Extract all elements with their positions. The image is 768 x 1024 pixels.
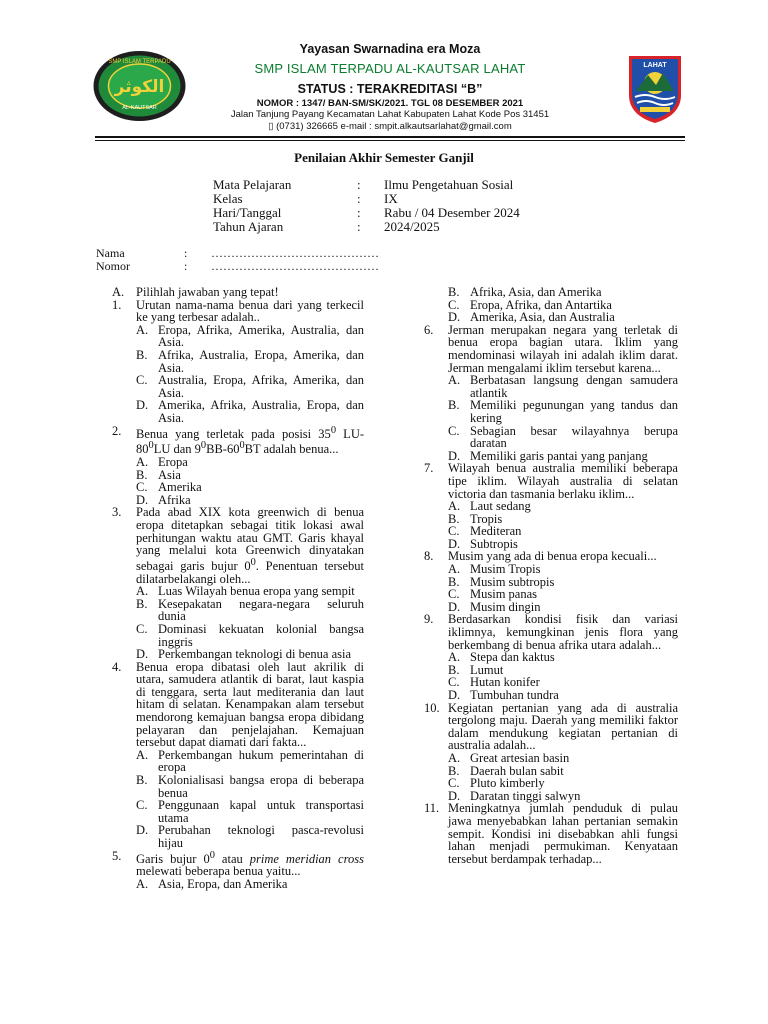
option-d xyxy=(448,689,678,702)
option-text: Musim subtropis xyxy=(470,574,555,589)
identity-label: Nomor xyxy=(96,259,130,273)
option-letter: A. xyxy=(136,584,149,599)
option-c xyxy=(136,799,364,824)
option-text: Perkembangan teknologi di benua asia xyxy=(158,647,351,662)
info-row-date xyxy=(213,206,520,220)
question-number: 8. xyxy=(424,549,434,564)
student-identity xyxy=(96,247,379,273)
option-text: Mediteran xyxy=(470,524,522,539)
option-letter: B. xyxy=(136,467,148,482)
option-a xyxy=(448,563,678,576)
option-text: Sebagian besar wilayahnya berupa daratan xyxy=(470,423,678,451)
question-text: Pada abad XIX kota greenwich di benua eropa ditetapkan sebagai titik lokasi awal perhitungan waktu atau GMT. Garis khayal yang melalui kota Greenwich dinyatakan sebagai garis bujur $0^0$. Penentuan tersebut dilatarbelakangi oleh... xyxy=(136,505,365,586)
option-letter: C. xyxy=(136,621,148,636)
questions-left-column xyxy=(112,286,364,891)
option-text: Australia, Eropa, Afrika, Amerika, dan Asia. xyxy=(158,373,364,400)
option-text: Stepa dan kaktus xyxy=(470,650,555,665)
question-number: 9. xyxy=(424,612,434,627)
question-text: Kegiatan pertanian yang ada di australia tergolong maju. Daerah yang memiliki faktor dalam mendukung kegiatan pertanian di australia adalah... xyxy=(448,700,678,753)
question-text: Urutan nama-nama benua dari yang terkecil ke yang terbesar adalah.. xyxy=(136,297,364,325)
option-b xyxy=(136,349,364,374)
school-logo xyxy=(92,50,187,122)
option-text: Tropis xyxy=(470,511,503,526)
questions-right-column xyxy=(424,286,678,865)
question-number: 10. xyxy=(424,700,440,715)
option-letter: C. xyxy=(448,587,460,602)
option-letter: D. xyxy=(448,788,461,803)
question-number: 11. xyxy=(424,801,440,816)
option-text: Penggunaan kapal untuk transportasi utama xyxy=(158,798,364,825)
svg-text:SMP ISLAM TERPADU: SMP ISLAM TERPADU xyxy=(108,59,171,65)
info-colon: : xyxy=(357,191,361,206)
question-number: 3. xyxy=(112,505,122,520)
option-text: Musim dingin xyxy=(470,599,541,614)
question-number: 6. xyxy=(424,322,434,337)
option-letter: B. xyxy=(448,662,460,677)
option-letter: A. xyxy=(448,650,461,665)
question-5-continued xyxy=(424,286,678,324)
option-a xyxy=(136,878,364,891)
option-text: Dominasi kekuatan kolonial bangsa inggris xyxy=(158,621,364,649)
accreditation-status: STATUS : TERAKREDITASI “B” xyxy=(297,82,483,96)
option-b xyxy=(136,598,364,623)
instruction xyxy=(112,286,364,299)
option-a xyxy=(136,585,364,598)
svg-text:LAHAT: LAHAT xyxy=(643,62,667,69)
option-letter: D. xyxy=(136,492,149,507)
option-text: Perubahan teknologi pasca-revolusi hijau xyxy=(158,823,364,850)
option-letter: D. xyxy=(448,599,461,614)
question-number: 5. xyxy=(112,848,122,863)
option-text: Memiliki pegunungan yang tandus dan kering xyxy=(470,398,678,425)
info-label: Mata Pelajaran xyxy=(213,177,292,192)
option-b xyxy=(448,286,678,299)
option-text: Pluto kimberly xyxy=(470,776,545,791)
question-9 xyxy=(424,613,678,701)
option-c xyxy=(448,588,678,601)
instruction-letter: A. xyxy=(112,285,125,299)
option-text: Kolonialisasi bangsa eropa di beberapa benua xyxy=(158,773,364,800)
option-text: Amerika, Afrika, Australia, Eropa, dan Asia. xyxy=(158,398,364,425)
option-letter: B. xyxy=(136,773,148,788)
option-text: Great artesian basin xyxy=(470,750,570,765)
info-colon: : xyxy=(357,219,361,234)
option-text: Musim Tropis xyxy=(470,562,541,577)
question-10 xyxy=(424,702,678,803)
question-text: Garis bujur $0^0$ atau prime meridian cross melewati beberapa benua yaitu... xyxy=(136,849,364,879)
option-text: Laut sedang xyxy=(470,499,531,514)
instruction-text: Pilihlah jawaban yang tepat! xyxy=(136,285,279,299)
info-row-subject xyxy=(213,178,520,192)
question-3 xyxy=(112,506,364,660)
option-a xyxy=(136,456,364,469)
question-1 xyxy=(112,299,364,425)
option-b xyxy=(448,399,678,424)
option-c xyxy=(136,481,364,494)
option-letter: D. xyxy=(448,536,461,551)
option-text: Hutan konifer xyxy=(470,675,540,690)
info-value: 2024/2025 xyxy=(384,219,440,234)
option-c xyxy=(448,777,678,790)
school-name: SMP ISLAM TERPADU AL-KAUTSAR LAHAT xyxy=(254,61,526,76)
option-text: Luas Wilayah benua eropa yang sempit xyxy=(158,584,355,599)
question-text: Wilayah benua australia memiliki beberapa tipe iklim. Wilayah australia di selatan victoria dan tasmania berlaku iklim... xyxy=(448,461,678,501)
option-text: Lumut xyxy=(470,662,504,677)
question-text: Meningkatnya jumlah penduduk di pulau jawa menyebabkan lahan pertanian semakin sempit. Kondisi ini disebabkan ahli fungsi lahan menjadi permukiman. Kenyataan tersebut berdampak terhadap... xyxy=(448,801,678,866)
identity-colon: : xyxy=(184,259,188,273)
header-divider-thin xyxy=(95,140,685,141)
question-text: Benua yang terletak pada posisi $35^0$ $LU-80^0LU$ dan $9^0BB-60^0BT$ adalah benua... xyxy=(136,424,365,457)
question-number: 2. xyxy=(112,423,122,438)
option-letter: B. xyxy=(448,398,460,413)
info-label: Kelas xyxy=(213,191,243,206)
option-text: Daratan tinggi salwyn xyxy=(470,788,581,803)
option-d xyxy=(136,648,364,661)
info-label: Tahun Ajaran xyxy=(213,219,284,234)
option-letter: A. xyxy=(136,747,149,762)
option-c xyxy=(448,425,678,450)
option-c xyxy=(136,623,364,648)
identity-row-number xyxy=(96,260,379,273)
option-text: Afrika, Asia, dan Amerika xyxy=(470,285,602,299)
option-letter: D. xyxy=(136,398,149,413)
school-address: Jalan Tanjung Payang Kecamatan Lahat Kabupaten Lahat Kode Pos 31451 xyxy=(230,109,550,120)
question-6 xyxy=(424,324,678,463)
option-letter: D. xyxy=(448,688,461,702)
question-7 xyxy=(424,462,678,550)
question-text: Berdasarkan kondisi fisik dan variasi iklimnya, kemungkinan jenis flora yang berkembang di benua afrika utara adalah... xyxy=(448,612,678,652)
foundation-name: Yayasan Swarnadina era Moza xyxy=(299,42,481,56)
option-c xyxy=(448,525,678,538)
option-text: Subtropis xyxy=(470,536,518,551)
option-d xyxy=(448,311,678,324)
option-a xyxy=(136,324,364,349)
info-label: Hari/Tanggal xyxy=(213,205,282,220)
option-letter: D. xyxy=(448,310,461,325)
option-text: Amerika xyxy=(158,480,202,495)
number-blank: …………………………………… xyxy=(211,259,379,273)
question-number: 7. xyxy=(424,461,434,476)
option-letter: A. xyxy=(136,322,149,337)
option-a xyxy=(448,651,678,664)
option-a xyxy=(448,500,678,513)
option-letter: D. xyxy=(136,823,149,838)
contact-line: ▯ (0731) 326665 e-mail : smpit.alkautsarlahat@gmail.com xyxy=(268,121,512,132)
option-letter: C. xyxy=(136,798,148,813)
identity-colon: : xyxy=(184,246,188,260)
svg-text:الكوثر: الكوثر xyxy=(114,77,165,97)
info-value: Ilmu Pengetahuan Sosial xyxy=(384,177,514,192)
option-letter: C. xyxy=(448,423,460,438)
option-letter: A. xyxy=(136,876,149,891)
option-a xyxy=(448,752,678,765)
option-text: Memiliki garis pantai yang panjang xyxy=(470,448,648,463)
option-text: Berbatasan langsung dengan samudera atlantik xyxy=(470,373,678,400)
question-5 xyxy=(112,850,364,891)
question-text: Jerman merupakan negara yang terletak di benua eropa bagian utara. Iklim yang mendominasi wilayah ini adalah iklim darat. Jerman mengalami iklim tersebut karena... xyxy=(448,322,678,375)
info-colon: : xyxy=(357,205,361,220)
option-text: Asia, Eropa, dan Amerika xyxy=(158,876,288,891)
info-value: IX xyxy=(384,191,398,206)
name-blank: …………………………………… xyxy=(211,246,379,260)
option-letter: B. xyxy=(136,596,148,611)
option-letter: B. xyxy=(136,347,148,362)
header-divider xyxy=(95,136,685,138)
question-number: 1. xyxy=(112,297,122,312)
option-text: Perkembangan hukum pemerintahan di eropa xyxy=(158,747,364,775)
option-text: Kesepakatan negara-negara seluruh dunia xyxy=(158,596,364,624)
question-4 xyxy=(112,661,364,850)
option-text: Asia xyxy=(158,467,181,482)
option-d xyxy=(136,824,364,849)
option-text: Afrika, Australia, Eropa, Amerika, dan Asia. xyxy=(158,347,364,375)
exam-info xyxy=(213,178,520,234)
option-letter: A. xyxy=(448,499,461,514)
option-c xyxy=(136,374,364,399)
question-11 xyxy=(424,802,678,865)
option-letter: C. xyxy=(448,297,460,312)
info-colon: : xyxy=(357,177,361,192)
option-letter: C. xyxy=(136,373,148,388)
info-row-class xyxy=(213,192,520,206)
option-text: Eropa, Afrika, Amerika, Australia, dan Asia. xyxy=(158,322,364,350)
option-text: Tumbuhan tundra xyxy=(470,688,559,702)
info-row-year xyxy=(213,220,520,234)
option-text: Eropa xyxy=(158,455,188,470)
question-text: Benua eropa dibatasi oleh laut akrilik di utara, samudera atlantik di barat, laut kaspia di tenggara, serta laut mediterania dan laut hitam di selatan. Kenampakan alam tersebut mendorong kemajuan bangsa eropa dibidang pelayaran dan penjelajahan. Kemajuan tersebut dapat diamati dari fakta... xyxy=(136,659,364,750)
option-a xyxy=(448,374,678,399)
option-letter: C. xyxy=(448,776,460,791)
option-letter: A. xyxy=(136,455,149,470)
option-letter: D. xyxy=(448,448,461,463)
option-letter: D. xyxy=(136,647,149,662)
accreditation-number: NOMOR : 1347/ BAN-SM/SK/2021. TGL 08 DESEMBER 2021 xyxy=(256,98,524,109)
svg-text:AL-KAUTSAR: AL-KAUTSAR xyxy=(122,105,157,111)
info-value: Rabu / 04 Desember 2024 xyxy=(384,205,520,220)
option-d xyxy=(136,399,364,424)
identity-label: Nama xyxy=(96,246,125,260)
option-letter: B. xyxy=(448,763,460,778)
regency-logo xyxy=(626,53,684,125)
option-text: Afrika xyxy=(158,492,191,507)
option-text: Daerah bulan sabit xyxy=(470,763,564,778)
option-letter: C. xyxy=(448,675,460,690)
exam-title: Penilaian Akhir Semester Ganjil xyxy=(294,150,474,165)
option-text: Musim panas xyxy=(470,587,538,602)
option-letter: B. xyxy=(448,285,460,299)
option-letter: A. xyxy=(448,750,461,765)
option-letter: C. xyxy=(136,480,148,495)
option-b xyxy=(136,774,364,799)
question-2 xyxy=(112,425,364,507)
option-a xyxy=(136,749,364,774)
option-text: Eropa, Afrika, dan Antartika xyxy=(470,297,612,312)
option-letter: A. xyxy=(448,373,461,388)
option-letter: B. xyxy=(448,511,460,526)
option-letter: B. xyxy=(448,574,460,589)
option-letter: A. xyxy=(448,562,461,577)
question-text: Musim yang ada di benua eropa kecuali... xyxy=(448,549,657,564)
question-number: 4. xyxy=(112,659,122,674)
option-letter: C. xyxy=(448,524,460,539)
option-text: Amerika, Asia, dan Australia xyxy=(470,310,615,325)
question-8 xyxy=(424,550,678,613)
